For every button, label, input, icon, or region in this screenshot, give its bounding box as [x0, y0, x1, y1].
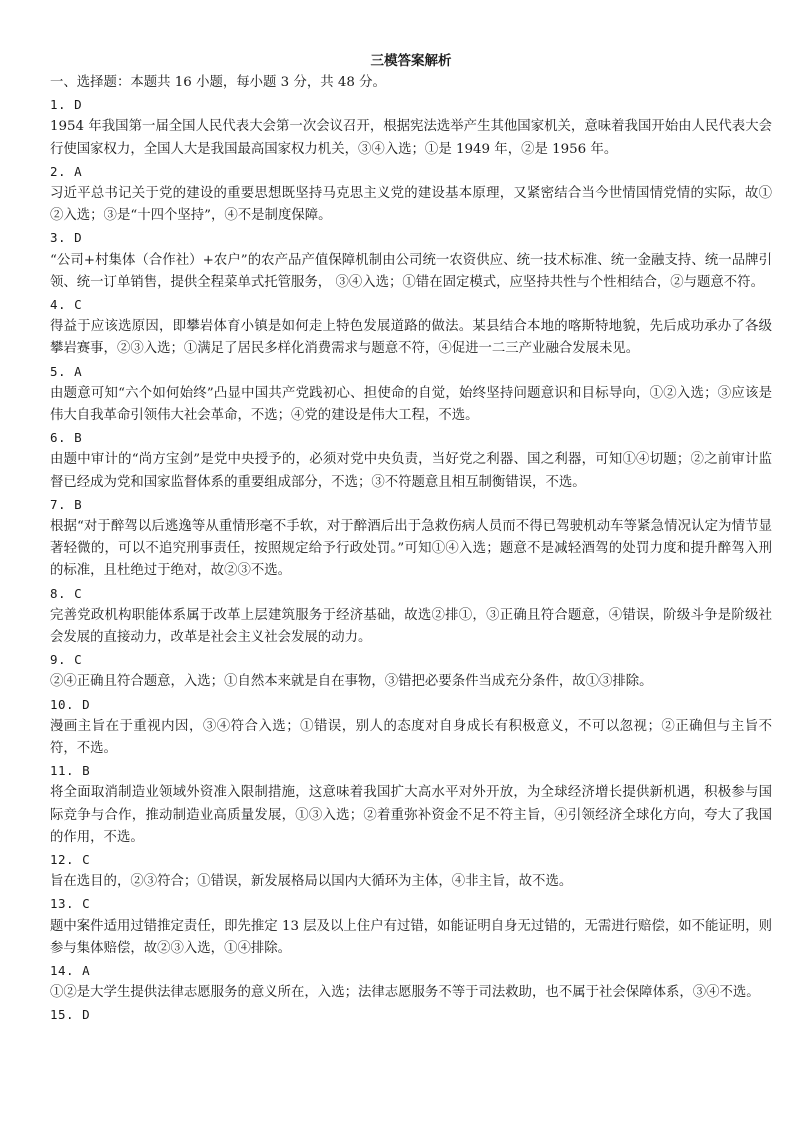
answer-label: 2. A	[50, 163, 83, 179]
answer-label: 12. C	[50, 851, 91, 867]
question-item	[50, 494, 772, 583]
question-item	[50, 294, 772, 361]
answer-label: 10. D	[50, 696, 91, 712]
answer-explanation: 题中案件适用过错推定责任，即先推定 13 层及以上住户有过错，如能证明自身无过错的，无需进行赔偿，如不能证明，则参与集体赔偿，故②③入选，①④排除。	[50, 918, 772, 956]
answer-label: 6. B	[50, 430, 83, 446]
answer-label: 7. B	[50, 496, 83, 512]
question-item	[50, 649, 772, 693]
answer-explanation: 1954 年我国第一届全国人民代表大会第一次会议召开，根据宪法选举产生其他国家机关，意味着我国开始由人民代表大会行使国家权力，全国人大是我国最高国家权力机关，③④入选；①是 1949 年，②是 1956 年。	[50, 119, 772, 157]
answer-explanation: 由题意可知“六个如何始终”凸显中国共产党践初心、担使命的自觉，始终坚持问题意识和目标导向，①②入选；③应该是伟大自我革命引领伟大社会革命，不选；④党的建设是伟大工程，不选。	[50, 385, 772, 423]
answer-explanation: 完善党政机构职能体系属于改革上层建筑服务于经济基础，故选②排①，③正确且符合题意，④错误，阶级斗争是阶级社会发展的直接动力，改革是社会主义社会发展的动力。	[50, 607, 772, 645]
answer-explanation: 漫画主旨在于重视内因，③④符合入选；①错误，别人的态度对自身成长有积极意义，不可以忽视；②正确但与主旨不符，不选。	[50, 718, 772, 756]
answer-explanation: 将全面取消制造业领域外资准入限制措施，这意味着我国扩大高水平对外开放，为全球经济增长提供新机遇，积极参与国际竞争与合作，推动制造业高质量发展，①③入选；②着重弥补资金不足不符主旨，④引领经济全球化方向，夸大了我国的作用，不选。	[50, 785, 772, 845]
answer-label: 8. C	[50, 585, 83, 601]
answer-label: 9. C	[50, 652, 83, 668]
answer-explanation: “公司+村集体（合作社）+农户”的农产品产值保障机制由公司统一农资供应、统一技术标准、统一金融支持、统一品牌引领、统一订单销售，提供全程菜单式托管服务， ③④入选；①错在固定模式，应坚持共性与个性相结合，②与题意不符。	[50, 252, 772, 290]
section-heading: 一、选择题：本题共 16 小题，每小题 3 分，共 48 分。	[50, 75, 386, 90]
answer-label: 11. B	[50, 763, 91, 779]
question-item	[50, 227, 772, 294]
answer-explanation: 习近平总书记关于党的建设的重要思想既坚持马克思主义党的建设基本原理，又紧密结合当今世情国情党情的实际，故①②入选；③是“十四个坚持”，④不是制度保障。	[50, 185, 772, 224]
answer-explanation: 根据“对于醉驾以后逃逸等从重情形毫不手软，对于醉酒后出于急救伤病人员而不得已驾驶机动车等紧急情况认定为情节显著轻微的，可以不追究刑事责任，按照规定给予行政处罚。”可知①④入选；题意不是减轻酒驾的处罚力度和提升醉驾入刑的标准，且杜绝过于绝对，故②③不选。	[50, 518, 772, 579]
question-item	[50, 760, 772, 849]
answer-explanation: ①②是大学生提供法律志愿服务的意义所在，入选；法律志愿服务不等于司法救助，也不属于社会保障体系，③④不选。	[50, 985, 760, 1001]
question-item	[50, 694, 772, 761]
question-item	[50, 849, 772, 893]
question-list	[50, 94, 772, 1026]
answer-explanation: 旨在选目的，②③符合；①错误，新发展格局以国内大循环为主体，④非主旨，故不选。	[50, 874, 573, 890]
answer-label: 14. A	[50, 962, 91, 978]
answer-explanation: ②④正确且符合题意，入选；①自然本来就是自在事物，③错把必要条件当成充分条件，故①③排除。	[50, 674, 653, 690]
answer-label: 3. D	[50, 230, 83, 246]
question-item	[50, 427, 772, 494]
question-item	[50, 893, 772, 960]
answer-explanation: 由题中审计的“尚方宝剑”是党中央授予的，必须对党中央负责，当好党之利器、国之利器，可知①④切题；②之前审计监督已经成为党和国家监督体系的重要组成部分，不选；③不符题意且相互制衡错误，不选。	[50, 452, 772, 490]
question-item	[50, 960, 772, 1004]
question-item	[50, 361, 772, 428]
question-item	[50, 1004, 772, 1026]
answer-label: 5. A	[50, 363, 83, 379]
answer-label: 4. C	[50, 296, 83, 312]
question-item	[50, 161, 772, 228]
question-item	[50, 583, 772, 650]
question-item	[50, 94, 772, 161]
answer-label: 13. C	[50, 896, 91, 912]
answer-label: 1. D	[50, 97, 83, 113]
page-title: 三模答案解析	[370, 53, 452, 69]
answer-explanation: 得益于应该选原因，即攀岩体育小镇是如何走上特色发展道路的做法。某县结合本地的喀斯特地貌，先后成功承办了各级攀岩赛事，②③入选；①满足了居民多样化消费需求与题意不符，④促进一二三产业融合发展未见。	[50, 319, 772, 357]
answer-label: 15. D	[50, 1007, 91, 1023]
